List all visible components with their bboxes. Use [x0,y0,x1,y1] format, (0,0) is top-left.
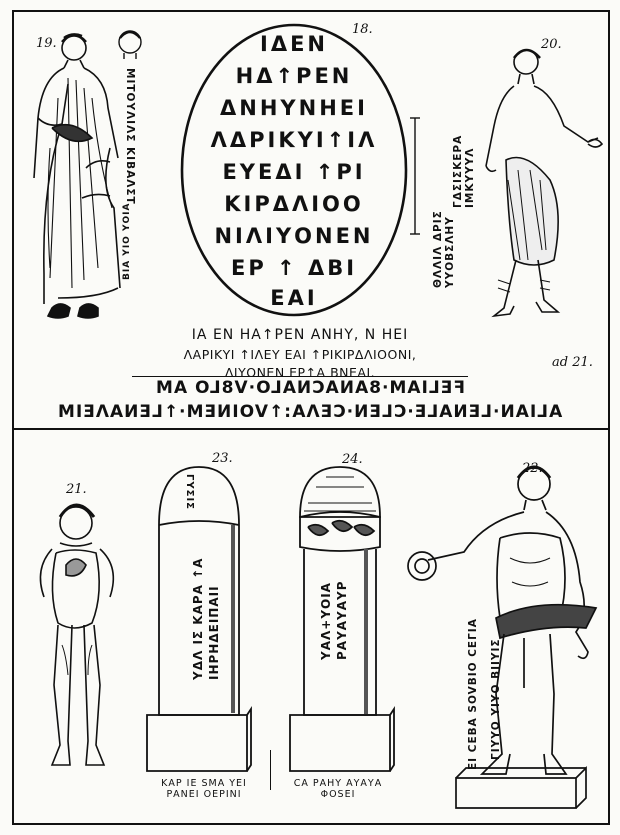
transcription-line-1: ΙΑ ΕΝ ΗΑ↑ΡΕΝ ΑΝΗΥ, Ν ΗΕΙ [191,327,409,343]
oval-inscription [184,32,404,322]
transcription-rule [132,376,468,377]
oval-line: ΕΑΙ [270,286,318,310]
figure-21-child-statue [22,495,132,775]
figure-19-inscription-b: ΒΙΑ ΥΙΟ ΥΟΙΑ [122,202,132,280]
figure-22-statue-patera [400,458,610,818]
oval-line: ΛΔΡΙΚΥΙ↑ΙΛ [210,128,378,152]
figure-23-caption-line-2: ΡΑΝΕΙ ΟΕΡΙΝΙ [166,789,242,800]
figure-24-caption [278,778,398,800]
oval-line: ΙΔΕΝ [260,32,328,56]
caption-divider [270,750,271,790]
long-inscription-line-1 [20,378,600,398]
long-inscription-line-2 [20,402,600,422]
oval-line: ΚΙΡΔΛΙΟΟ [224,192,364,216]
figure-number-23: 23. [212,451,233,466]
figure-23-body-inscription: ΥΔΛ ΙΣ ΚΑΡΑ ↑Α ΙΗΡΗΔΕΙΠΑΙΙ [191,557,221,680]
long-inscription-text-2: ALIAN·LENALE·CLEN·CEΛA:↑VOINEM·↑LENAΛEIM [57,402,563,422]
figure-number-19: 19. [36,36,57,51]
figure-24-body-inscription: ΥΑΛ+ΥΟΙΑ ΡΑΥΑΥΑΥΡ [319,580,349,660]
transcription-block [140,327,460,380]
figure-number-18: 18. [352,22,373,37]
long-inscription-text-1: FELIAM·8ANACNALO·V8LO AM [155,378,465,398]
figure-number-20: 20. [541,37,562,52]
oval-line: ΕΥΕΔΙ ↑ΡΙ [222,160,366,184]
scale-bar [408,116,422,236]
figure-19-inscription-a: ΜΙΤΟΥΛΙΛΣ ΚΙΒΑΛΣΤ [124,68,136,205]
figure-20-inscription-a: ΓΔΣΙΣΚΕΡΑ ΙΜΚΥΥΥΛ [452,134,476,208]
figure-22-inscription-a: ΕΙ CΕΒΑ SOVBIO CΕΓΙΑ [467,618,479,770]
figure-number-24: 24. [342,452,363,467]
figure-23-caption-line-1: ΚΑΡ ΙΕ SΜΑ ΥΕΙ [161,778,247,789]
figure-20-statue-mantle [468,40,608,320]
transcription-line-2: ΛΑΡΙΚΥΙ ↑ΙΛΕΥ ΕΑΙ ↑ΡΙΚΙΡΔΛΙΟΟΝΙ, [183,347,417,362]
oval-line: ΗΔ↑ΡΕΝ [235,64,353,88]
oval-line: ΝΙΛΙΥΟΝΕΝ [214,224,374,248]
figure-24-caption-line-2: ΦΟSΕΙ [320,789,356,800]
figure-number-ad21: ad 21. [552,355,593,370]
figure-23-top-inscription: ΓΥΣΙΣ [184,474,195,510]
oval-line: ΔΝΗΥΝΗΕΙ [220,96,368,120]
transcription-line-3: ΛΙΥΟΝΕΝ ΕΡ↑Α ΒΝΕΑΙ. [224,365,376,380]
oval-line: ΕΡ ↑ ΔΒΙ [230,256,358,280]
section-divider [12,428,610,430]
figure-19-head-profile [114,26,146,62]
figure-number-21: 21. [66,482,87,497]
figure-24-caption-line-1: CΑ ΡΑΗΥ ΑΥΑΥΑ [293,778,383,789]
figure-number-22: 22. [522,461,543,476]
figure-22-inscription-b: ΓΙΥΥΟ ΥΙΥΟ ΒΙΙΥΙΣ [490,638,502,760]
figure-23-caption [148,778,260,800]
figure-20-inscription-b: ΘΛΛΙΛ ΔΡΙΣ ΥΥΟΒΣΛΗΥ [432,210,456,288]
